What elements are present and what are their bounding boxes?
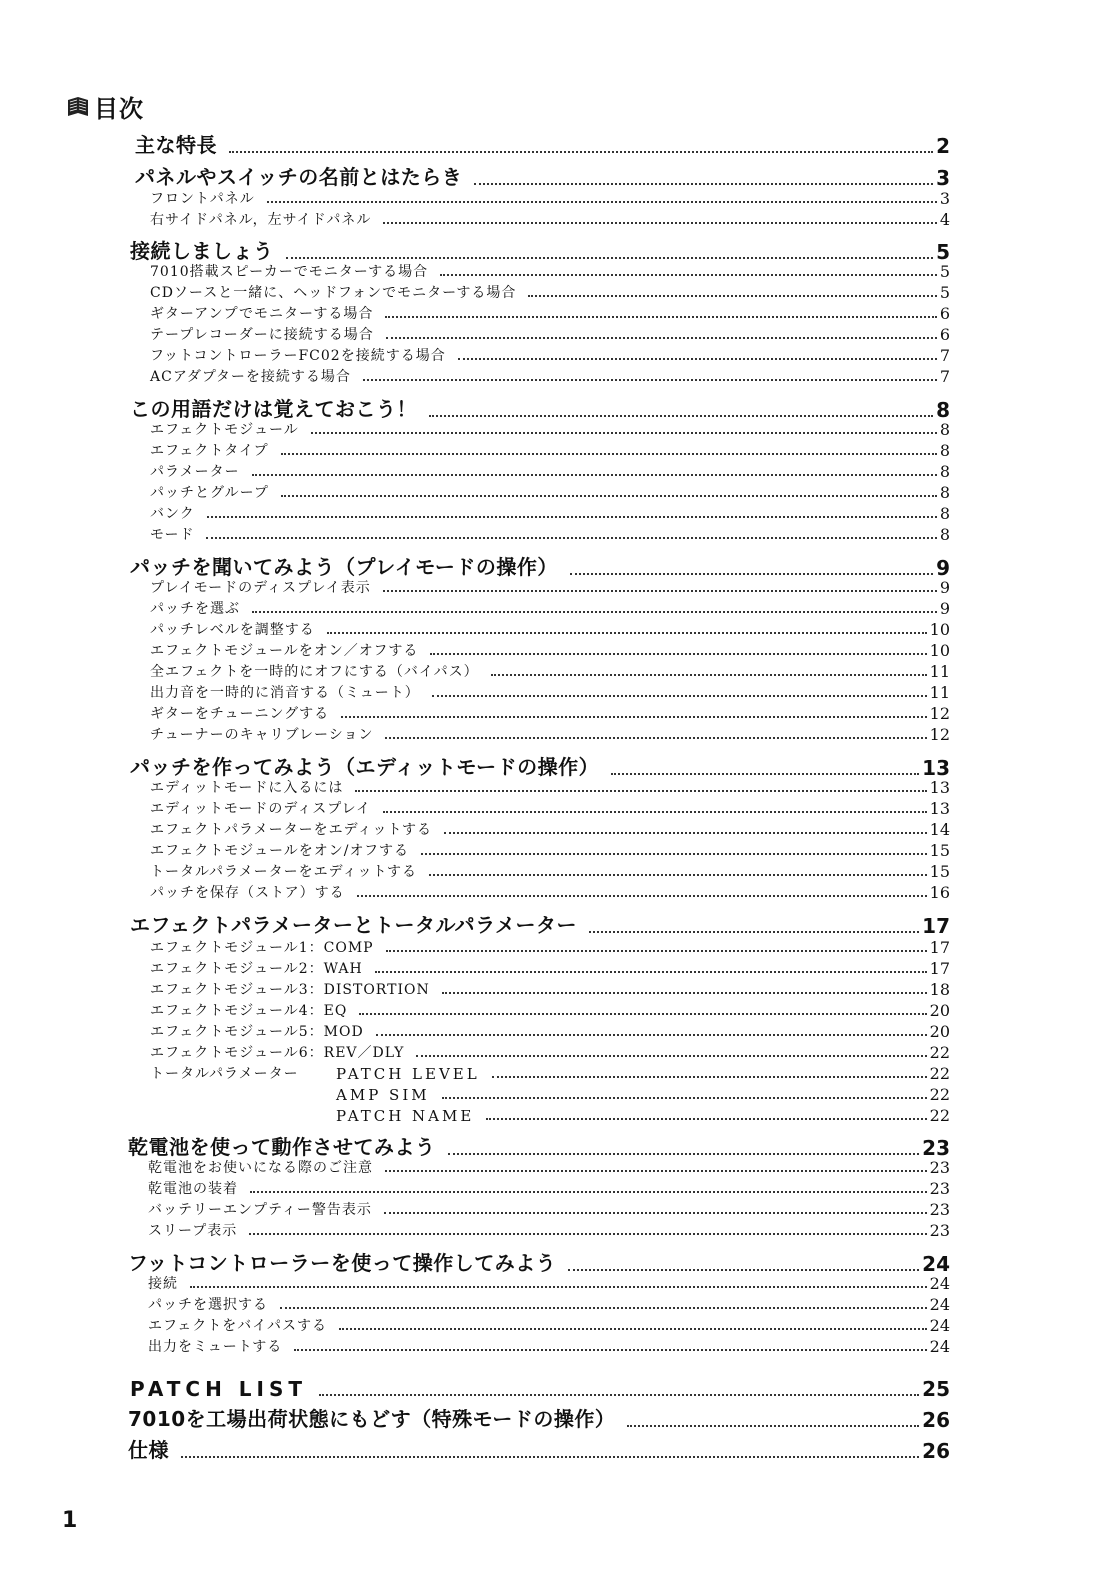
dot-leader — [207, 516, 937, 518]
toc-label: プレイモードのディスプレイ表示 — [150, 580, 371, 596]
toc-label: この用語だけは覚えておこう！ — [130, 397, 417, 421]
toc-label: パッチを作ってみよう（エディットモードの操作） — [130, 755, 600, 779]
toc-label: PATCH LIST — [130, 1377, 308, 1401]
toc-sublabel: AMP SIM — [336, 1086, 430, 1104]
toc-label: バンク — [150, 506, 195, 522]
dot-leader — [486, 1118, 926, 1120]
toc-page: 5 — [939, 262, 950, 281]
dot-leader — [357, 895, 927, 897]
toc-page: 9 — [939, 599, 950, 618]
dot-leader — [359, 1013, 926, 1015]
toc-label: エフェクトモジュール1：COMP — [150, 940, 374, 956]
toc-page: 24 — [929, 1316, 950, 1335]
toc-page: 7 — [939, 367, 950, 386]
toc-page: 6 — [939, 304, 950, 323]
toc-page: 11 — [929, 662, 950, 681]
dot-leader — [280, 1307, 927, 1309]
dot-leader — [355, 790, 926, 792]
toc-entry[interactable] — [150, 720, 950, 744]
dot-leader — [383, 590, 937, 592]
dot-leader — [376, 1034, 927, 1036]
toc-label: エフェクトモジュール5：MOD — [150, 1024, 364, 1040]
toc-page: 8 — [939, 462, 950, 481]
dot-leader — [491, 674, 927, 676]
dot-leader — [267, 201, 937, 203]
toc-label: エフェクトモジュール6：REV／DLY — [150, 1045, 405, 1061]
toc-label: パッチを選ぶ — [150, 601, 240, 617]
toc-label: フットコントローラーFC02を接続する場合 — [150, 348, 446, 364]
toc-label: エフェクトモジュール4：EQ — [150, 1003, 348, 1019]
toc-label: スリープ表示 — [148, 1223, 238, 1239]
dot-leader — [383, 222, 936, 224]
toc-page: 3 — [939, 189, 950, 208]
dot-leader — [190, 1286, 927, 1288]
dot-leader — [339, 1328, 927, 1330]
toc-page: 26 — [922, 1439, 950, 1463]
toc-label: 全エフェクトを一時的にオフにする（バイパス） — [150, 664, 479, 680]
dot-leader — [327, 632, 927, 634]
toc-label: 乾電池の装着 — [148, 1181, 238, 1197]
toc-label: フロントパネル — [150, 191, 255, 207]
dot-leader — [375, 971, 927, 973]
dot-leader — [492, 1076, 927, 1078]
toc-label: エフェクトモジュール2：WAH — [150, 961, 363, 977]
dot-leader — [385, 1170, 927, 1172]
toc-page: 2 — [936, 134, 950, 158]
dot-leader — [421, 853, 927, 855]
toc-label: トータルパラメーター — [150, 1066, 299, 1082]
dot-leader — [444, 832, 927, 834]
toc-page: 10 — [929, 641, 950, 660]
toc-label: 出力音を一時的に消音する（ミュート） — [150, 685, 420, 701]
toc-label: エフェクトモジュール — [150, 422, 299, 438]
toc-page: 13 — [929, 778, 950, 797]
dot-leader — [252, 474, 937, 476]
toc-page: 15 — [929, 841, 950, 860]
dot-leader — [341, 716, 926, 718]
toc-page: 8 — [939, 525, 950, 544]
dot-leader — [429, 874, 927, 876]
toc-label: 仕様 — [128, 1438, 169, 1462]
toc-label: 出力をミュートする — [148, 1339, 283, 1355]
toc-page: 20 — [929, 1022, 950, 1041]
toc-page: 24 — [929, 1337, 950, 1356]
toc-page: 8 — [939, 504, 950, 523]
toc-label: エフェクトモジュール3：DISTORTION — [150, 982, 430, 998]
toc-page: 16 — [929, 883, 950, 902]
toc-entry[interactable] — [130, 1371, 950, 1401]
dot-leader — [528, 295, 936, 297]
toc-page: 17 — [922, 914, 950, 938]
toc-sublabel: PATCH NAME — [336, 1107, 475, 1125]
toc-label: 7010を工場出荷状態にもどす（特殊モードの操作） — [128, 1407, 616, 1431]
toc-label: パッチレベルを調整する — [150, 622, 315, 638]
dot-leader — [432, 695, 927, 697]
toc-page: 12 — [929, 725, 950, 744]
toc-page: 6 — [939, 325, 950, 344]
toc-label: エフェクトモジュールをオン／オフする — [150, 643, 419, 659]
toc-label: 乾電池をお使いになる際のご注意 — [148, 1160, 373, 1176]
dot-leader — [627, 1425, 919, 1427]
toc-entry[interactable] — [150, 205, 950, 229]
dot-leader — [311, 432, 937, 434]
toc-page: 22 — [929, 1085, 950, 1104]
dot-leader — [442, 992, 927, 994]
toc-page: 12 — [929, 704, 950, 723]
toc-page: 10 — [929, 620, 950, 639]
toc-page: 14 — [929, 820, 950, 839]
toc-page: 8 — [939, 420, 950, 439]
dot-leader — [385, 737, 926, 739]
toc-page: 25 — [922, 1377, 950, 1401]
toc-label: ギターをチューニングする — [150, 706, 330, 722]
toc-page: 5 — [939, 283, 950, 302]
toc-page: 8 — [936, 398, 950, 422]
toc-label: エフェクトをバイパスする — [148, 1318, 328, 1334]
book-icon — [66, 94, 90, 118]
toc-label: 主な特長 — [135, 133, 217, 157]
dot-leader — [385, 316, 936, 318]
toc-page: 24 — [929, 1295, 950, 1314]
toc-page: 24 — [922, 1252, 950, 1276]
toc-label: パッチを聞いてみよう（プレイモードの操作） — [130, 555, 558, 579]
toc-page: 22 — [929, 1043, 950, 1062]
toc-label: エフェクトタイプ — [150, 443, 269, 459]
dot-leader — [319, 1394, 919, 1396]
dot-leader — [294, 1349, 926, 1351]
toc-label: エフェクトパラメーターをエディットする — [150, 822, 433, 838]
dot-leader — [181, 1456, 919, 1458]
toc-label: 接続しましょう — [130, 239, 274, 263]
dot-leader — [249, 1233, 926, 1235]
toc-label: トータルパラメーターをエディットする — [150, 864, 418, 880]
toc-entry[interactable] — [128, 1433, 950, 1463]
dot-leader — [383, 811, 927, 813]
toc-entry[interactable] — [150, 878, 950, 902]
toc-page: 22 — [929, 1106, 950, 1125]
dot-leader — [281, 453, 937, 455]
toc-label: 乾電池を使って動作させてみよう — [128, 1135, 436, 1159]
toc-page: 20 — [929, 1001, 950, 1020]
toc-entry[interactable] — [128, 1402, 950, 1432]
toc-page: 5 — [936, 240, 950, 264]
toc-entry[interactable] — [148, 1332, 950, 1356]
toc-label: ACアダプターを接続する場合 — [150, 369, 351, 385]
toc-heading — [66, 88, 144, 124]
toc-page: 4 — [939, 210, 950, 229]
toc-page: 26 — [922, 1408, 950, 1432]
dot-leader — [384, 1212, 927, 1214]
toc-label: ギターアンプでモニターする場合 — [150, 306, 374, 322]
toc-label: フットコントローラーを使って操作してみよう — [128, 1251, 557, 1275]
toc-label: パラメーター — [150, 464, 240, 480]
toc-page: 22 — [929, 1064, 950, 1083]
dot-leader — [442, 1097, 927, 1099]
toc-page: 23 — [929, 1179, 950, 1198]
dot-leader — [206, 537, 936, 539]
dot-leader — [458, 358, 937, 360]
toc-entry[interactable] — [336, 1101, 950, 1125]
toc-label: モード — [150, 527, 195, 543]
toc-label: テープレコーダーに接続する場合 — [150, 327, 374, 343]
toc-label: パッチを保存（ストア）する — [150, 885, 345, 901]
toc-label: エディットモードに入るには — [150, 780, 344, 796]
dot-leader — [416, 1055, 926, 1057]
toc-label: パッチを選択する — [148, 1297, 268, 1313]
toc-label: CDソースと一緒に、ヘッドフォンでモニターする場合 — [150, 285, 517, 301]
toc-label: チューナーのキャリブレーション — [150, 727, 374, 743]
toc-page: 13 — [922, 756, 950, 780]
toc-page: 24 — [929, 1274, 950, 1293]
toc-label: 7010搭載スピーカーでモニターする場合 — [150, 264, 429, 280]
dot-leader — [386, 337, 937, 339]
dot-leader — [252, 611, 937, 613]
toc-entry[interactable] — [135, 128, 950, 158]
toc-page: 9 — [936, 556, 950, 580]
toc-entry[interactable] — [148, 1216, 950, 1240]
toc-page: 9 — [939, 578, 950, 597]
toc-label: パネルやスイッチの名前とはたらき — [135, 165, 463, 189]
toc-label: 接続 — [148, 1276, 178, 1292]
toc-page: 7 — [939, 346, 950, 365]
toc-page: 8 — [939, 483, 950, 502]
toc-label: 右サイドパネル，左サイドパネル — [150, 212, 372, 228]
toc-page: 17 — [929, 959, 950, 978]
dot-leader — [229, 151, 933, 153]
toc-page: 23 — [929, 1158, 950, 1177]
dot-leader — [440, 274, 937, 276]
page-number: 1 — [62, 1508, 78, 1533]
toc-label: エディットモードのディスプレイ — [150, 801, 371, 817]
dot-leader — [250, 1191, 927, 1193]
toc-page: 23 — [922, 1136, 950, 1160]
toc-page: 13 — [929, 799, 950, 818]
toc-page: 11 — [929, 683, 950, 702]
toc-entry[interactable] — [150, 520, 950, 544]
toc-page: 23 — [929, 1200, 950, 1219]
toc-page: 15 — [929, 862, 950, 881]
toc-title: 目次 — [94, 94, 144, 123]
toc-page: 3 — [936, 166, 950, 190]
dot-leader — [281, 495, 937, 497]
toc-label: バッテリーエンプティー警告表示 — [148, 1202, 372, 1218]
toc-sublabel: PATCH LEVEL — [336, 1065, 480, 1083]
toc-page: 8 — [939, 441, 950, 460]
toc-entry[interactable] — [150, 362, 950, 386]
toc-page: 23 — [929, 1221, 950, 1240]
dot-leader — [363, 379, 937, 381]
dot-leader — [430, 653, 926, 655]
toc-page: 18 — [929, 980, 950, 999]
toc-label: パッチとグループ — [150, 485, 269, 501]
toc-label: エフェクトパラメーターとトータルパラメーター — [130, 913, 577, 937]
toc-page: 17 — [929, 938, 950, 957]
toc-label: エフェクトモジュールをオン/オフする — [150, 843, 410, 859]
dot-leader — [386, 950, 927, 952]
